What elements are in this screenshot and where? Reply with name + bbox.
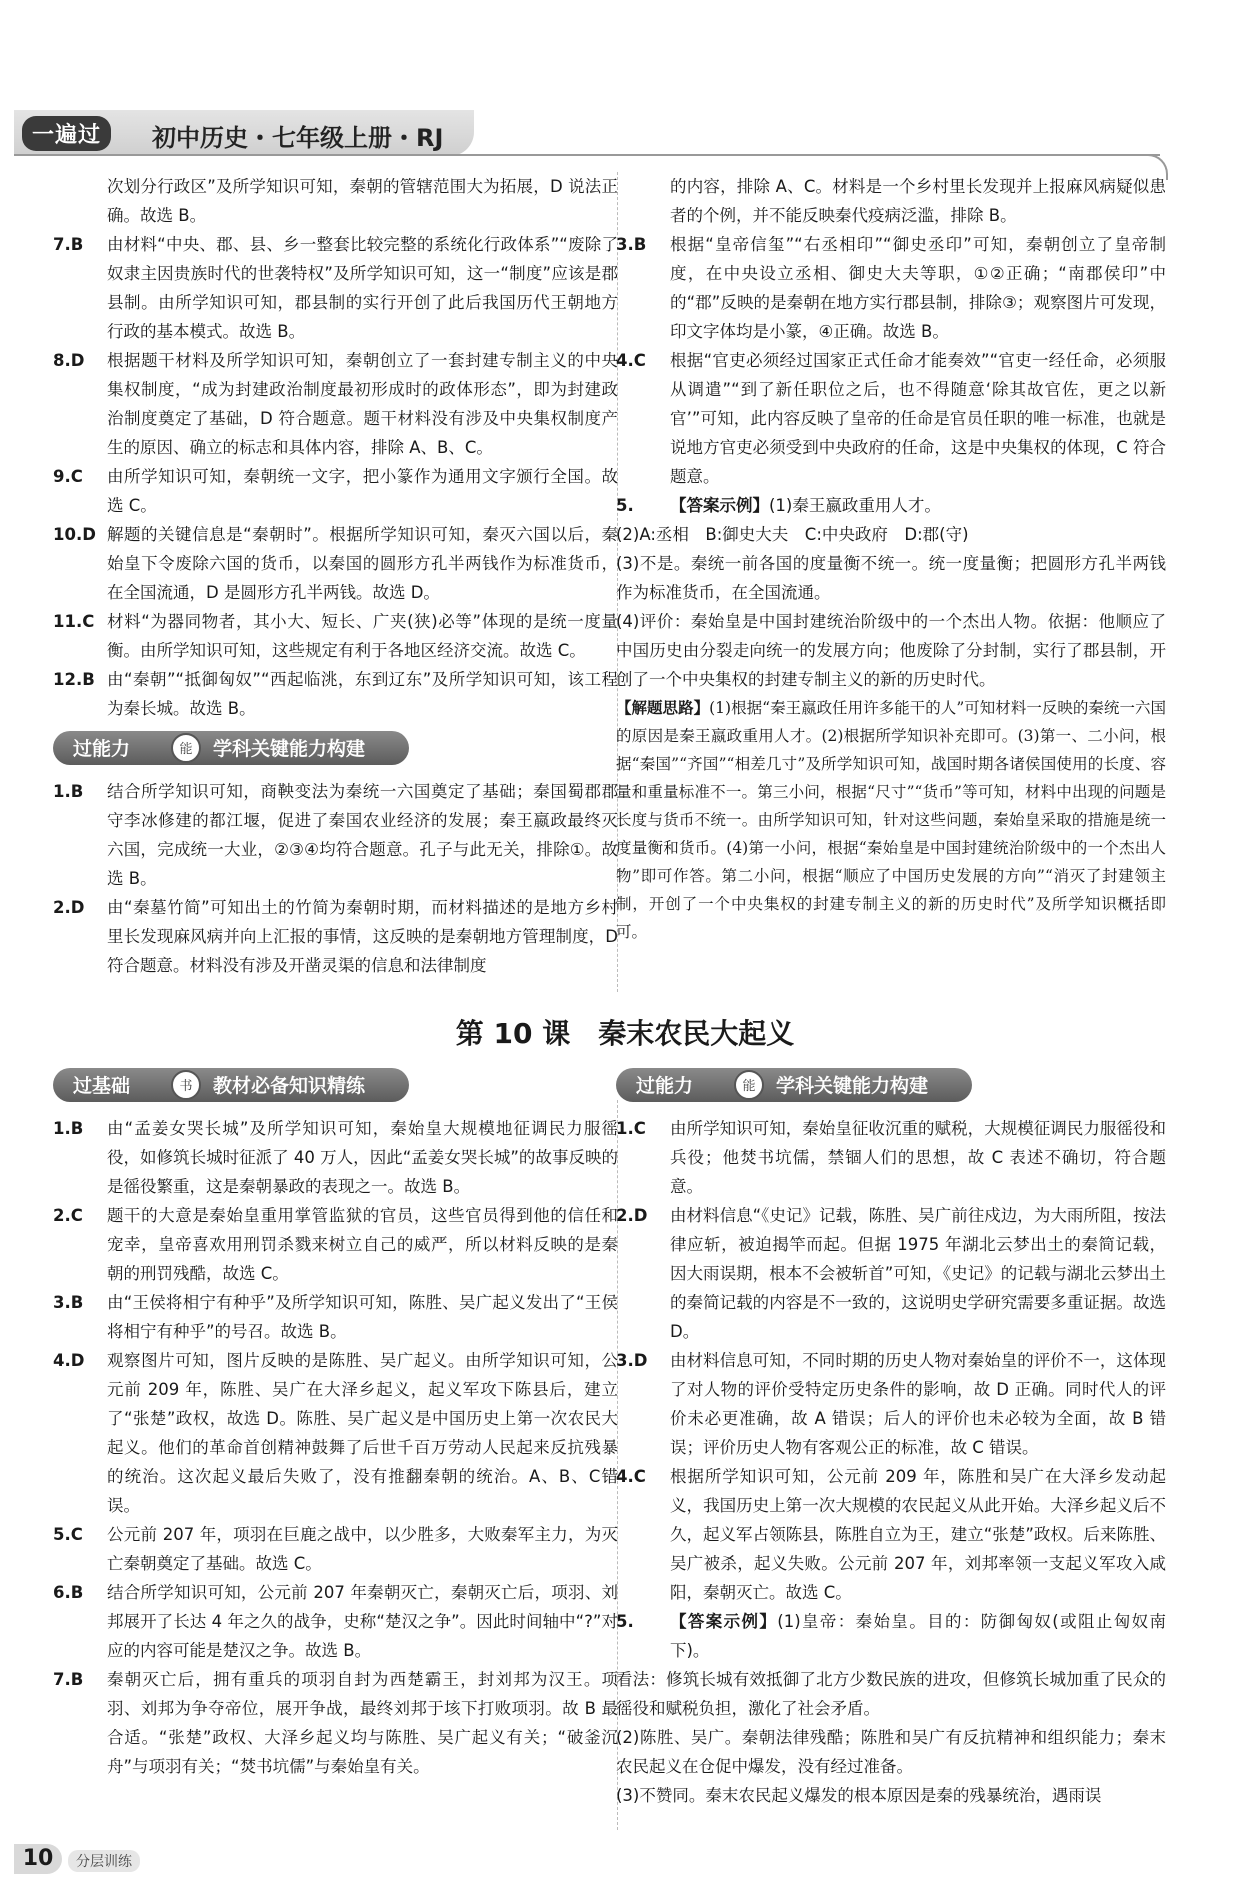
medal-icon: 能 bbox=[734, 1070, 764, 1100]
question-number: 3.B bbox=[53, 1293, 84, 1312]
answer-text: 由材料信息“《史记》记载，陈胜、吴广前往戍边，为大雨所阻，按法律应斩，被迫揭竿而起。但据 1975 年湖北云梦出土的秦简记载，因大雨误期，根本不会被斩首”可知，《史记》的记载与湖北云梦出土的秦简记载的内容是不一致的，这说明史学研究需要多重证据。故选 D。 bbox=[670, 1206, 1166, 1341]
answer-item bbox=[53, 346, 618, 462]
question-number: 4.C bbox=[616, 1467, 646, 1486]
book-icon: 书 bbox=[171, 1070, 201, 1100]
question-number: 8.D bbox=[53, 351, 85, 370]
answer-text: 由“秦墓竹简”可知出土的竹简为秦朝时期，而材料描述的是地方乡村里长发现麻风病并向上汇报的事情，这反映的是秦朝地方管理制度，D 符合题意。材料没有涉及开凿灵渠的信息和法律制度 bbox=[107, 898, 618, 975]
question-number: 5. bbox=[616, 496, 634, 515]
question-number: 12.B bbox=[53, 670, 95, 689]
answer-text: 根据“皇帝信玺”“右丞相印”“御史丞印”可知，秦朝创立了皇帝制度，在中央设立丞相、御史大夫等职，①②正确；“南郡侯印”中的“郡”反映的是秦朝在地方实行郡县制，排除③；观察图片可发现，印文字体均是小篆，④正确。故选 B。 bbox=[670, 235, 1166, 341]
answer-item bbox=[616, 491, 1166, 520]
answer-item bbox=[53, 1665, 618, 1781]
footer-label: 分层训练 bbox=[68, 1850, 140, 1872]
answer-item bbox=[616, 1462, 1166, 1607]
answer-text: 结合所学知识可知，公元前 207 年秦朝灭亡，秦朝灭亡后，项羽、刘邦展开了长达 4 年之久的战争，史称“楚汉之争”。因此时间轴中“?”对应的内容可能是楚汉之争。故选 B。 bbox=[107, 1583, 619, 1660]
question-number: 7.B bbox=[53, 1670, 84, 1689]
band-subtitle: 学科关键能力构建 bbox=[776, 1075, 929, 1097]
page-number: 10 bbox=[14, 1844, 62, 1874]
top-left-column bbox=[53, 172, 618, 980]
section-band-basic bbox=[53, 1066, 618, 1106]
answer-item bbox=[616, 1346, 1166, 1462]
answer-text: 由材料信息可知，不同时期的历史人物对秦始皇的评价不一，这体现了对人物的评价受特定历史条件的影响，故 D 正确。同时代人的评价未必更准确，故 A 错误；后人的评价也未必较为全面，故 B 错误；评价历史人物有客观公正的标准，故 C 错误。 bbox=[670, 1351, 1166, 1457]
solution-idea bbox=[616, 694, 1166, 946]
answer-item bbox=[616, 1201, 1166, 1346]
answer-text: 由材料“中央、郡、县、乡一整套比较完整的系统化行政体系”“废除了奴隶主因贵族时代的世袭特权”及所学知识可知，这一“制度”应该是郡县制。由所学知识可知，郡县制的实行开创了此后我国历代王朝地方行政的基本模式。故选 B。 bbox=[107, 235, 618, 341]
book-title: 初中历史・七年级上册・RJ bbox=[152, 124, 444, 152]
question-number: 10.D bbox=[53, 525, 96, 544]
question-number: 4.D bbox=[53, 1351, 85, 1370]
answer-item bbox=[53, 607, 618, 665]
header-rule bbox=[14, 154, 1160, 156]
question-number: 6.B bbox=[53, 1583, 84, 1602]
band-label: 过能力 bbox=[636, 1075, 694, 1097]
question-number: 11.C bbox=[53, 612, 95, 631]
answer-text: 根据题干材料及所学知识可知，秦朝创立了一套封建专制主义的中央集权制度，“成为封建政治制度最初形成时的政体形态”，即为封建政治制度奠定了基础，D 符合题意。题干材料没有涉及中央集权制度产生的原因、确立的标志和具体内容，排除 A、B、C。 bbox=[107, 351, 618, 457]
answer-text: 材料“为器同物者，其小大、短长、广夹(狭)必等”体现的是统一度量衡。由所学知识可知，这些规定有利于各地区经济交流。故选 C。 bbox=[107, 612, 618, 660]
answer-item bbox=[53, 230, 618, 346]
section-band-ability bbox=[53, 729, 618, 769]
question-number: 5. bbox=[616, 1612, 634, 1631]
page-header bbox=[14, 110, 1160, 156]
answer-item bbox=[616, 1607, 1166, 1665]
answer-item bbox=[53, 172, 618, 230]
question-number: 2.D bbox=[53, 898, 85, 917]
section-band-ability bbox=[616, 1066, 1166, 1106]
solution-idea-text: (1)根据“秦王嬴政任用许多能干的人”可知材料一反映的秦统一六国的原因是秦王嬴政重用人才。(2)根据所学知识补充即可。(3)第一、二小问，根据“秦国”“齐国”“相差几寸”及所学知识可知，战国时期各诸侯国使用的长度、容量和重量标准不一。第三小问，根据“尺寸”“货币”等可知，材料中出现的问题是长度与货币不统一。由所学知识可知，针对这些问题，秦始皇采取的措施是统一度量衡和货币。(4)第一小问，根据“秦始皇是中国封建统治阶级中的一个杰出人物”即可作答。第二小问，根据“顺应了中国历史发展的方向”“消灭了封建领主制，开创了一个中央集权的封建专制主义的新的历史时代”及所学知识概括即可。 bbox=[616, 699, 1166, 941]
answer-item bbox=[53, 1201, 618, 1288]
question-number: 5.C bbox=[53, 1525, 83, 1544]
band-label: 过能力 bbox=[73, 738, 131, 760]
answer-list bbox=[53, 777, 618, 980]
answer-item bbox=[616, 346, 1166, 491]
answer-text: (1)秦王嬴政重用人才。 bbox=[769, 496, 941, 515]
answer-text: 观察图片可知，图片反映的是陈胜、吴广起义。由所学知识可知，公元前 209 年，陈胜、吴广在大泽乡起义，起义军攻下陈县后，建立了“张楚”政权，故选 D。陈胜、吴广起义是中国历史上第一次农民大起义。他们的革命首创精神鼓舞了后世千百万劳动人民起来反抗残暴的统治。这次起义最后失败了，没有推翻秦朝的统治。A、B、C错误。 bbox=[107, 1351, 618, 1515]
answer-item bbox=[53, 1520, 618, 1578]
answer-list bbox=[616, 172, 1166, 491]
question-number: 1.B bbox=[53, 1119, 84, 1138]
answer-item bbox=[53, 462, 618, 520]
top-right-column bbox=[616, 172, 1166, 946]
answer-list bbox=[53, 172, 618, 723]
medal-icon: 能 bbox=[171, 733, 201, 763]
answer-text: (2)A:丞相 B:御史大夫 C:中央政府 D:郡(守) bbox=[616, 525, 969, 544]
lesson-title: 第 10 课 秦末农民大起义 bbox=[455, 1017, 795, 1050]
answer-text: 题干的大意是秦始皇重用掌管监狱的官员，这些官员得到他的信任和宠幸，皇帝喜欢用刑罚杀戮来树立自己的威严，所以材料反映的是秦朝的刑罚残酷，故选 C。 bbox=[107, 1206, 618, 1283]
brand-logo: 一遍过 bbox=[22, 116, 111, 151]
answer-text: (2)陈胜、吴广。秦朝法律残酷；陈胜和吴广有反抗精神和组织能力；秦末农民起义在仓促中爆发，没有经过准备。 bbox=[616, 1728, 1166, 1776]
question-number: 2.D bbox=[616, 1206, 648, 1225]
question-number: 2.C bbox=[53, 1206, 83, 1225]
band-label: 过基础 bbox=[73, 1075, 131, 1097]
solution-idea-label: 【解题思路】 bbox=[616, 698, 710, 717]
answer-text: 公元前 207 年，项羽在巨鹿之战中，以少胜多，大败秦军主力，为灭亡秦朝奠定了基础。故选 C。 bbox=[107, 1525, 618, 1573]
answer-text: 由所学知识可知，秦始皇征收沉重的赋税，大规模征调民力服徭役和兵役；他焚书坑儒，禁锢人们的思想，故 C 表述不确切，符合题意。 bbox=[670, 1119, 1166, 1196]
answer-item bbox=[53, 1578, 618, 1665]
question-number: 1.B bbox=[53, 782, 84, 801]
answer-text: 结合所学知识可知，商鞅变法为秦统一六国奠定了基础；秦国蜀郡郡守李冰修建的都江堰，促进了秦国农业经济的发展；秦王嬴政最终灭六国，完成统一大业，②③④均符合题意。孔子与此无关，排除①。故选 B。 bbox=[107, 782, 618, 888]
answer-example-label: 【答案示例】 bbox=[670, 496, 769, 515]
band-subtitle: 教材必备知识精练 bbox=[213, 1075, 366, 1097]
answer-list bbox=[53, 1114, 618, 1781]
question-number: 4.C bbox=[616, 351, 646, 370]
answer-item bbox=[616, 230, 1166, 346]
answer-text: 由“秦朝”“抵御匈奴”“西起临洮，东到辽东”及所学知识可知，该工程为秦长城。故选 B。 bbox=[107, 670, 618, 718]
answer-example-label: 【答案示例】 bbox=[670, 1612, 778, 1631]
answer-item bbox=[53, 777, 618, 893]
answer-text: 根据所学知识可知，公元前 209 年，陈胜和吴广在大泽乡发动起义，我国历史上第一次大规模的农民起义从此开始。大泽乡起义后不久，起义军占领陈县，陈胜自立为王，建立“张楚”政权。后来陈胜、吴广被杀，起义失败。公元前 207 年，刘邦率领一支起义军攻入咸阳，秦朝灭亡。故选 C。 bbox=[670, 1467, 1166, 1602]
question-number: 9.C bbox=[53, 467, 83, 486]
answer-text: (3)不是。秦统一前各国的度量衡不统一。统一度量衡；把圆形方孔半两钱作为标准货币，在全国流通。 bbox=[616, 554, 1166, 602]
answer-text: (4)评价：秦始皇是中国封建统治阶级中的一个杰出人物。依据：他顺应了中国历史由分裂走向统一的发展方向；他废除了分封制，实行了郡县制，开创了一个中央集权的封建专制主义的新的历史时代。 bbox=[616, 612, 1166, 689]
question-number: 3.B bbox=[616, 235, 647, 254]
answer-text: 秦朝灭亡后，拥有重兵的项羽自封为西楚霸王，封刘邦为汉王。项羽、刘邦为争夺帝位，展开争战，最终刘邦于垓下打败项羽。故 B 最合适。“张楚”政权、大泽乡起义均与陈胜、吴广起义有关；“破釜沉舟”与项羽有关；“焚书坑儒”与秦始皇有关。 bbox=[107, 1670, 618, 1776]
answer-item bbox=[53, 1288, 618, 1346]
answer-item bbox=[53, 1114, 618, 1201]
answer-item bbox=[53, 520, 618, 607]
bottom-left-column bbox=[53, 1060, 618, 1781]
answer-text: 的内容，排除 A、C。材料是一个乡村里长发现并上报麻风病疑似患者的个例，并不能反映秦代疫病泛滥，排除 B。 bbox=[670, 177, 1166, 225]
answer-text: (3)不赞同。秦末农民起义爆发的根本原因是秦的残暴统治，遇雨误 bbox=[616, 1786, 1102, 1805]
answer-text: 由“孟姜女哭长城”及所学知识可知，秦始皇大规模地征调民力服徭役，如修筑长城时征派了 40 万人，因此“孟姜女哭长城”的故事反映的是徭役繁重，这是秦朝暴政的表现之一。故选 B。 bbox=[107, 1119, 618, 1196]
answer-item bbox=[53, 893, 618, 980]
answer-text: 解题的关键信息是“秦朝时”。根据所学知识可知，秦灭六国以后，秦始皇下令废除六国的货币，以秦国的圆形方孔半两钱作为标准货币，在全国流通，D 是圆形方孔半两钱。故选 D。 bbox=[107, 525, 618, 602]
answer-text: (1)皇帝：秦始皇。目的：防御匈奴(或阻止匈奴南下)。 bbox=[670, 1612, 1166, 1660]
band-subtitle: 学科关键能力构建 bbox=[213, 738, 366, 760]
answer-text: 由所学知识可知，秦朝统一文字，把小篆作为通用文字颁行全国。故选 C。 bbox=[107, 467, 618, 515]
question-number: 7.B bbox=[53, 235, 84, 254]
answer-text: 看法：修筑长城有效抵御了北方少数民族的进攻，但修筑长城加重了民众的徭役和赋税负担，激化了社会矛盾。 bbox=[616, 1670, 1166, 1718]
answer-item bbox=[53, 1346, 618, 1520]
answer-list bbox=[616, 1114, 1166, 1607]
answer-text: 次划分行政区”及所学知识可知，秦朝的管辖范围大为拓展，D 说法正确。故选 B。 bbox=[107, 177, 618, 225]
answer-item bbox=[616, 1114, 1166, 1201]
answer-text: 由“王侯将相宁有种乎”及所学知识可知，陈胜、吴广起义发出了“王侯将相宁有种乎”的号召。故选 B。 bbox=[107, 1293, 618, 1341]
question-number: 3.D bbox=[616, 1351, 648, 1370]
answer-text: 根据“官吏必须经过国家正式任命才能奏效”“官吏一经任命，必须服从调遣”“到了新任职位之后，也不得随意‘除其故官佐，更之以新官’”可知，此内容反映了皇帝的任命是官员任职的唯一标准，也就是说地方官吏必须受到中央政府的任命，这是中央集权的体现，C 符合题意。 bbox=[670, 351, 1166, 486]
question-number: 1.C bbox=[616, 1119, 646, 1138]
answer-item bbox=[616, 172, 1166, 230]
bottom-right-column bbox=[616, 1060, 1166, 1810]
answer-item bbox=[53, 665, 618, 723]
